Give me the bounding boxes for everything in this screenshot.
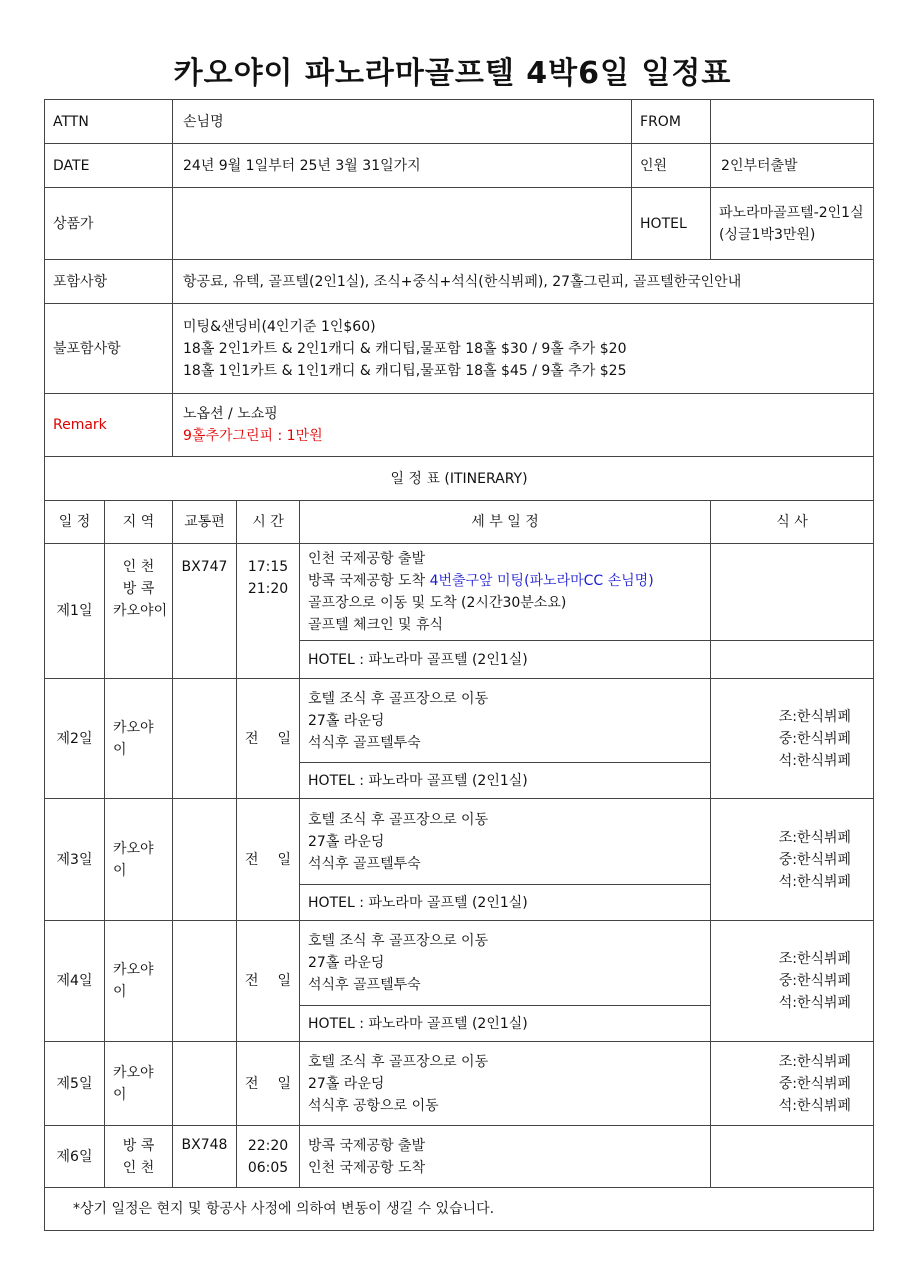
from-value [711, 100, 874, 144]
transport-cell [173, 921, 237, 1042]
itinerary-header-row [45, 457, 874, 501]
excluded-label: 불포함사항 [45, 304, 173, 394]
day-label: 제6일 [45, 1126, 105, 1188]
col-day: 일 정 [45, 501, 105, 544]
included-label: 포함사항 [45, 260, 173, 304]
detail-cell: 호텔 조식 후 골프장으로 이동 27홀 라운딩 석식후 골프텔투숙 [300, 679, 711, 763]
col-region: 지 역 [105, 501, 173, 544]
transport-cell [173, 1042, 237, 1126]
day-row [45, 1042, 874, 1126]
attn-value: 손님명 [173, 100, 632, 144]
footer-row [45, 1188, 874, 1231]
hotel-label: HOTEL [632, 188, 711, 260]
region-cell: 카오야이 [105, 1042, 173, 1126]
meal-cell: 조:한식뷔페 중:한식뷔페 석:한식뷔페 [711, 1042, 874, 1126]
attn-row [45, 100, 874, 144]
time-cell: 17:15 21:20 [237, 544, 300, 679]
hotel-cell: HOTEL : 파노라마 골프텔 (2인1실) [300, 885, 711, 921]
hotel-cell: HOTEL : 파노라마 골프텔 (2인1실) [300, 1006, 711, 1042]
transport-cell [173, 679, 237, 799]
col-transport: 교통편 [173, 501, 237, 544]
day-label: 제5일 [45, 1042, 105, 1126]
detail-cell: 호텔 조식 후 골프장으로 이동 27홀 라운딩 석식후 공항으로 이동 [300, 1042, 711, 1126]
day-row [45, 544, 874, 641]
transport-cell [173, 799, 237, 921]
transport-cell: BX747 [173, 544, 237, 679]
included-row [45, 260, 874, 304]
region-cell: 카오야이 [105, 679, 173, 799]
meeting-note: 4번출구앞 미팅(파노라마CC 손님명) [429, 573, 654, 589]
detail-cell: 호텔 조식 후 골프장으로 이동 27홀 라운딩 석식후 골프텔투숙 [300, 799, 711, 885]
detail-cell: 방콕 국제공항 출발 인천 국제공항 도착 [300, 1126, 711, 1188]
itinerary-header: 일 정 표 (ITINERARY) [45, 457, 874, 501]
region-cell: 방 콕 인 천 [105, 1126, 173, 1188]
day-label: 제1일 [45, 544, 105, 679]
time-cell: 전 일 [237, 799, 300, 921]
region-cell: 인 천 방 콕 카오야이 [105, 544, 173, 679]
remark-row [45, 394, 874, 457]
date-row [45, 144, 874, 188]
col-time: 시 간 [237, 501, 300, 544]
column-header-row [45, 501, 874, 544]
time-cell: 전 일 [237, 921, 300, 1042]
meal-cell [711, 544, 874, 641]
meal-cell: 조:한식뷔페 중:한식뷔페 석:한식뷔페 [711, 921, 874, 1042]
day-row [45, 921, 874, 1006]
attn-label: ATTN [45, 100, 173, 144]
day-label: 제4일 [45, 921, 105, 1042]
date-label: DATE [45, 144, 173, 188]
time-cell: 22:20 06:05 [237, 1126, 300, 1188]
transport-cell: BX748 [173, 1126, 237, 1188]
excluded-value: 미팅&샌딩비(4인기준 1인$60) 18홀 2인1카트 & 2인1캐디 & 캐디팁,물포함 18홀 $30 / 9홀 추가 $20 18홀 1인1카트 & 1인1캐디 & 캐디팁,물포함 18홀 $45 / 9홀 추가 $25 [173, 304, 874, 394]
price-row [45, 188, 874, 260]
time-cell: 전 일 [237, 1042, 300, 1126]
day-label: 제3일 [45, 799, 105, 921]
from-label: FROM [632, 100, 711, 144]
day-label: 제2일 [45, 679, 105, 799]
col-meal: 식 사 [711, 501, 874, 544]
day-row [45, 679, 874, 763]
hotel-value: 파노라마골프텔-2인1실 (싱글1박3만원) [711, 188, 874, 260]
remark-label: Remark [45, 394, 173, 457]
date-value: 24년 9월 1일부터 25년 3월 31일가지 [173, 144, 632, 188]
meal-cell: 조:한식뷔페 중:한식뷔페 석:한식뷔페 [711, 799, 874, 921]
people-label: 인원 [632, 144, 711, 188]
meal-cell [711, 641, 874, 679]
meal-cell: 조:한식뷔페 중:한식뷔페 석:한식뷔페 [711, 679, 874, 799]
detail-cell: 호텔 조식 후 골프장으로 이동 27홀 라운딩 석식후 골프텔투숙 [300, 921, 711, 1006]
excluded-row [45, 304, 874, 394]
col-detail: 세 부 일 정 [300, 501, 711, 544]
page-title: 카오야이 파노라마골프텔 4박6일 일정표 [173, 56, 732, 91]
day-row [45, 799, 874, 885]
meal-cell [711, 1126, 874, 1188]
hotel-cell: HOTEL : 파노라마 골프텔 (2인1실) [300, 641, 711, 679]
footer-note: *상기 일정은 현지 및 항공사 사정에 의하여 변동이 생길 수 있습니다. [45, 1188, 874, 1231]
people-value: 2인부터출발 [711, 144, 874, 188]
detail-cell: 인천 국제공항 출발 방콕 국제공항 도착 4번출구앞 미팅(파노라마CC 손님명) 골프장으로 이동 및 도착 (2시간30분소요) 골프텔 체크인 및 휴식 [300, 544, 711, 641]
included-value: 항공료, 유텍, 골프텔(2인1실), 조식+중식+석식(한식뷔페), 27홀그린피, 골프텔한국인안내 [173, 260, 874, 304]
hotel-cell: HOTEL : 파노라마 골프텔 (2인1실) [300, 763, 711, 799]
price-value [173, 188, 632, 260]
itinerary-table [44, 99, 874, 1231]
price-label: 상품가 [45, 188, 173, 260]
region-cell: 카오야이 [105, 799, 173, 921]
remark-value: 노옵션 / 노쇼핑 9홀추가그린피 : 1만원 [173, 394, 874, 457]
time-cell: 전 일 [237, 679, 300, 799]
day-row [45, 1126, 874, 1188]
region-cell: 카오야이 [105, 921, 173, 1042]
